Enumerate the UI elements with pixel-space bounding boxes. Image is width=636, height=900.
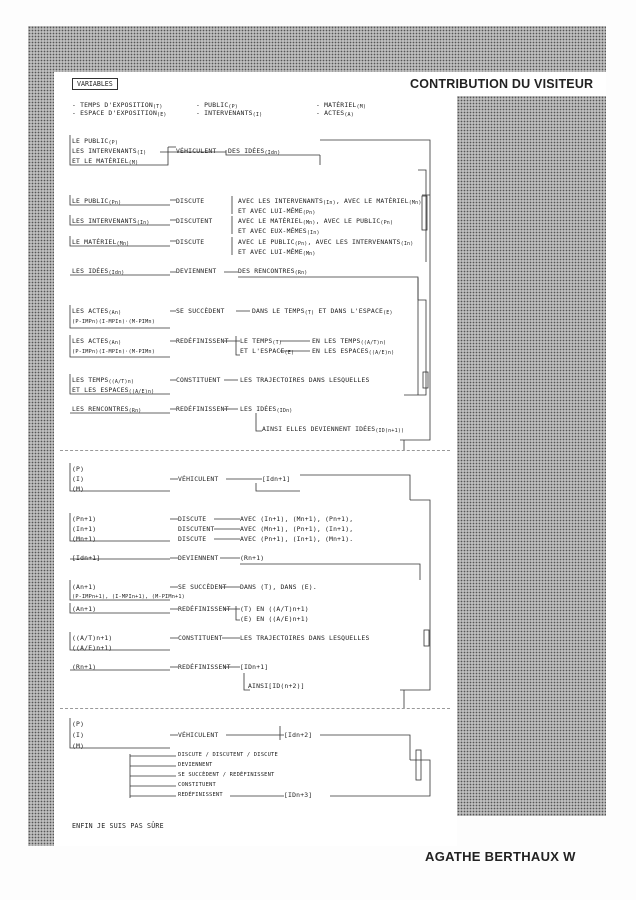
verb-list-item: DISCUTE / DISCUTENT / DISCUTE — [178, 752, 278, 758]
clause-note: (P-IMPn+1), (I-MPIn+1), (M-PIMn+1) — [72, 594, 185, 600]
legend-item: - $PUBLIC_{(P)}$ — [196, 101, 239, 110]
clause-object: [IDn+1] — [240, 663, 269, 671]
clause-object: EN LES $TEMPS_{((A/T)n)}$ — [312, 337, 387, 346]
legend-item: - TEMPS $D'EXPOSITION_{(T)}$ — [72, 101, 163, 110]
clause-text: LE $PUBLIC_{(P)}$ — [72, 137, 119, 146]
legend-item: - ESPACE $D'EXPOSITION_{(E)}$ — [72, 109, 167, 118]
verb-list-item: DEVIENNENT — [178, 762, 213, 768]
clause-text: LES $ACTES_{(An)}$ — [72, 337, 122, 346]
clause-text: ((A/E)n+1) — [72, 644, 113, 652]
clause-text: ET LE $MATÉRIEL_{(M)}$ — [72, 157, 139, 166]
legend-item: - $MATÉRIEL_{(M)}$ — [316, 101, 367, 110]
clause-object: LE $TEMPS_{(T)}$ — [240, 337, 283, 346]
clause-text: (Mn+1) — [72, 535, 97, 543]
clause-verb: SE SUCCÈDENT — [178, 583, 227, 591]
clause-object: (E) EN ((A/E)n+1) — [240, 615, 309, 623]
clause-object: (T) EN ((A/T)n+1) — [240, 605, 309, 613]
clause-verb: REDÉFINISSENT — [178, 663, 231, 671]
clause-note: (P-IMPn)(I-MPIn)·(M-PIMn) — [72, 349, 156, 355]
page-title: CONTRIBUTION DU VISITEUR — [410, 77, 594, 91]
clause-text: (P) — [72, 720, 85, 728]
legend-item: - $ACTES_{(A)}$ — [316, 109, 354, 118]
clause-verb: DISCUTE — [178, 515, 207, 523]
clause-verb: VÉHICULENT — [178, 731, 219, 739]
clause-text: (I) — [72, 475, 85, 483]
verb-list-item: REDÉFINISSENT — [178, 792, 223, 798]
clause-object: AVEC LES $INTERVENANTS_{(In)}$, AVEC LE $MATÉRIEL_{(Mn)}$ — [238, 197, 422, 206]
clause-object: ET AVEC LUI-$MÊME_{(Pn)}$ — [238, 207, 316, 216]
author-name: AGATHE BERTHAUX W — [425, 849, 576, 864]
clause-text: ((A/T)n+1) — [72, 634, 113, 642]
clause-text: (An+1) — [72, 583, 97, 591]
clause-object: AINSI[ID(n+2)] — [248, 682, 305, 690]
clause-verb: DISCUTE — [176, 238, 205, 246]
clause-text: LE $MATÉRIEL_{(Mn)}$ — [72, 238, 130, 247]
clause-object: [Idn+2] — [284, 731, 313, 739]
clause-note: (P-IMPn)(I-MPIn)·(M-PIMn) — [72, 319, 156, 325]
clause-object: (Rn+1) — [240, 554, 265, 562]
clause-verb: DISCUTENT — [176, 217, 213, 225]
clause-text: (An+1) — [72, 605, 97, 613]
clause-object: DES $IDÉES_{(Idn)}$ — [228, 147, 281, 156]
clause-object: DES $RENCONTRES_{(Rn)}$ — [238, 267, 308, 276]
clause-object: ET AVEC LUI-$MÊME_{(Mn)}$ — [238, 248, 316, 257]
clause-verb: REDÉFINISSENT — [176, 405, 229, 413]
clause-text: LES $IDÉES_{(Idn)}$ — [72, 267, 125, 276]
clause-text: (I) — [72, 731, 85, 739]
clause-verb: DEVIENNENT — [176, 267, 217, 275]
clause-verb: DISCUTE — [178, 535, 207, 543]
clause-verb: DEVIENNENT — [178, 554, 219, 562]
clause-text: [Idn+1] — [72, 554, 101, 562]
clause-object: AVEC (In+1), (Mn+1), (Pn+1), — [240, 515, 354, 523]
clause-text: (Rn+1) — [72, 663, 97, 671]
clause-verb: REDÉFINISSENT — [176, 337, 229, 345]
clause-verb: DISCUTENT — [178, 525, 215, 533]
clause-text: LE $PUBLIC_{(Pn)}$ — [72, 197, 122, 206]
clause-text: (P) — [72, 465, 85, 473]
verb-list-item: SE SUCCÈDENT / REDÉFINISSENT — [178, 772, 275, 778]
clause-text: LES $INTERVENANTS_{(I)}$ — [72, 147, 147, 156]
clause-object: ET $L'ESPACE_{(E)}$ — [240, 347, 295, 356]
clause-text: LES $ACTES_{(An)}$ — [72, 307, 122, 316]
clause-text: (Pn+1) — [72, 515, 97, 523]
clause-object: DANS (T), DANS (E). — [240, 583, 317, 591]
clause-verb: CONSTITUENT — [176, 376, 221, 384]
clause-object: LES TRAJECTOIRES DANS LESQUELLES — [240, 376, 370, 384]
clause-verb: SE SUCCÈDENT — [176, 307, 225, 315]
clause-text: (M) — [72, 485, 85, 493]
legend-item: - $INTERVENANTS_{(I)}$ — [196, 109, 263, 118]
clause-text: ET LES $ESPACES_{((A/E)n)}$ — [72, 386, 155, 395]
clause-object: DANS LE $TEMPS_{(T)}$ ET DANS $L'ESPACE_{(E)}$ — [252, 307, 393, 316]
clause-object: LES $IDÉES_{(IDn)}$ — [240, 405, 293, 414]
clause-verb: VÉHICULENT — [178, 475, 219, 483]
clause-text: (M) — [72, 742, 85, 750]
clause-object: LES TRAJECTOIRES DANS LESQUELLES — [240, 634, 370, 642]
clause-object: ET AVEC EUX-$MÊMES_{(In)}$ — [238, 227, 320, 236]
clause-verb: REDÉFINISSENT — [178, 605, 231, 613]
clause-text: LES $RENCONTRES_{(Rn)}$ — [72, 405, 142, 414]
clause-object: AVEC (Pn+1), (In+1), (Mn+1). — [240, 535, 354, 543]
variables-label: VARIABLES — [72, 78, 118, 90]
clause-object: EN LES $ESPACES_{((A/E)n)}$ — [312, 347, 395, 356]
closing-note: ENFIN JE SUIS PAS SÛRE — [72, 822, 164, 830]
clause-verb: DISCUTE — [176, 197, 205, 205]
clause-verb: VÉHICULENT — [176, 147, 217, 155]
clause-text: (In+1) — [72, 525, 97, 533]
clause-object: [IDn+3] — [284, 791, 313, 799]
verb-list-item: CONSTITUENT — [178, 782, 216, 788]
clause-text: LES $TEMPS_{((A/T)n)}$ — [72, 376, 135, 385]
clause-object: AVEC (Mn+1), (Pn+1), (In+1), — [240, 525, 354, 533]
clause-object: AVEC LE $MATÉRIEL_{(Mn)}$, AVEC LE $PUBLIC_{(Pn)}$ — [238, 217, 394, 226]
clause-object: AINSI ELLES DEVIENNENT $IDÉES_{(ID(n+1))}$ — [262, 425, 405, 434]
clause-object: [Idn+1] — [262, 475, 291, 483]
clause-text: LES $INTERVENANTS_{(In)}$ — [72, 217, 150, 226]
clause-object: AVEC LE $PUBLIC_{(Pn)}$, AVEC LES $INTERVENANTS_{(In)}$ — [238, 238, 414, 247]
clause-verb: CONSTITUENT — [178, 634, 223, 642]
